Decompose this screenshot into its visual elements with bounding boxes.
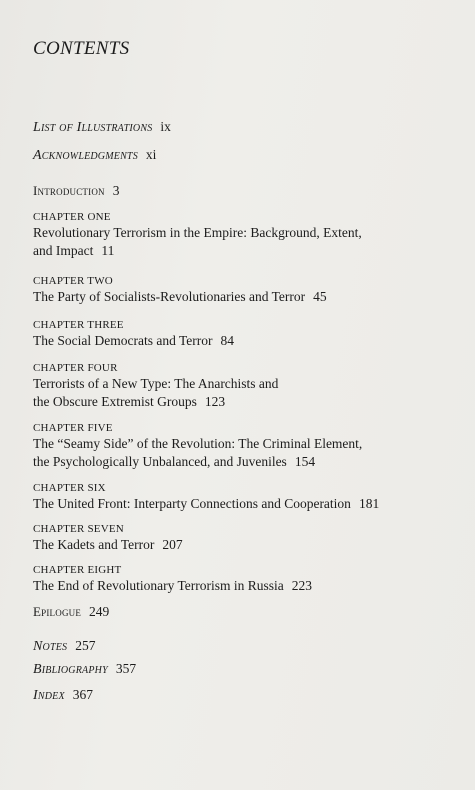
chapter-title (33, 332, 234, 350)
chapter-title-line: The Kadets and Terror (33, 537, 155, 552)
chapter-number: CHAPTER EIGHT (33, 564, 122, 576)
toc-chapter-one[interactable] (33, 210, 362, 260)
toc-chapter-four[interactable] (33, 361, 278, 411)
toc-entry-label: List of Illustrations (33, 120, 153, 135)
chapter-title-line: The “Seamy Side” of the Revolution: The Criminal Element, (33, 436, 363, 451)
chapter-title-line: the Psychologically Unbalanced, and Juveniles (33, 454, 287, 469)
chapter-title (33, 288, 327, 306)
chapter-number: CHAPTER FOUR (33, 362, 118, 374)
toc-entry-acknowledgments[interactable] (33, 146, 156, 164)
toc-entry-label: Notes (33, 639, 68, 654)
toc-page-number: 249 (89, 604, 110, 619)
chapter-title-line: Terrorists of a New Type: The Anarchists and (33, 376, 279, 391)
toc-chapter-six[interactable] (33, 481, 379, 513)
toc-chapter-five[interactable] (33, 421, 362, 471)
chapter-title (33, 495, 379, 513)
toc-entry-label: Index (33, 688, 65, 703)
chapter-title (33, 536, 183, 554)
chapter-number: CHAPTER THREE (33, 319, 124, 331)
chapter-title-line: and Impact (33, 243, 94, 258)
toc-entry-epilogue[interactable] (33, 603, 109, 621)
toc-page-number: 207 (162, 537, 183, 552)
chapter-title-line: Revolutionary Terrorism in the Empire: Background, Extent, (33, 225, 362, 240)
toc-page-number: xi (145, 147, 157, 162)
toc-page-number: 181 (358, 496, 380, 511)
chapter-title (33, 224, 362, 260)
toc-entry-label: Epilogue (33, 604, 82, 619)
toc-entry-notes[interactable] (33, 637, 95, 655)
chapter-title (33, 375, 278, 411)
toc-chapter-three[interactable] (33, 318, 234, 350)
toc-page-number: 223 (291, 578, 313, 593)
chapter-title-line: The End of Revolutionary Terrorism in Russia (33, 578, 284, 593)
chapter-number: CHAPTER SEVEN (33, 523, 124, 535)
chapter-title (33, 435, 362, 471)
toc-page-number: 357 (115, 661, 137, 676)
toc-entry-introduction[interactable] (33, 182, 119, 200)
toc-page-number: 45 (313, 289, 327, 304)
chapter-number: CHAPTER SIX (33, 482, 106, 494)
chapter-number: CHAPTER TWO (33, 275, 113, 287)
chapter-title-line: The Social Democrats and Terror (33, 333, 213, 348)
chapter-title-line: The Party of Socialists-Revolutionaries and Terror (33, 289, 306, 304)
chapter-number: CHAPTER ONE (33, 211, 111, 223)
chapter-number: CHAPTER FIVE (33, 422, 113, 434)
toc-entry-label: Introduction (33, 183, 105, 198)
toc-page-number: 3 (112, 183, 120, 198)
page-title: CONTENTS (33, 38, 130, 59)
toc-entry-label: Bibliography (33, 662, 108, 677)
toc-entry-label: Acknowledgments (33, 148, 138, 163)
toc-entry-index[interactable] (33, 686, 93, 704)
toc-page-number: 123 (204, 394, 226, 409)
toc-chapter-eight[interactable] (33, 563, 312, 595)
toc-page-number: 84 (220, 333, 234, 348)
toc-chapter-two[interactable] (33, 274, 327, 306)
toc-chapter-seven[interactable] (33, 522, 183, 554)
chapter-title-line: the Obscure Extremist Groups (33, 394, 197, 409)
chapter-title (33, 577, 312, 595)
toc-page-number: 154 (294, 454, 316, 469)
toc-page-number: 257 (75, 638, 96, 653)
toc-entry-list-of-illustrations[interactable] (33, 118, 171, 136)
toc-page-number: ix (160, 119, 171, 134)
chapter-title-line: The United Front: Interparty Connections and Cooperation (33, 496, 351, 511)
toc-page-number: 11 (101, 243, 115, 258)
toc-entry-bibliography[interactable] (33, 660, 136, 678)
toc-page-number: 367 (72, 687, 94, 702)
